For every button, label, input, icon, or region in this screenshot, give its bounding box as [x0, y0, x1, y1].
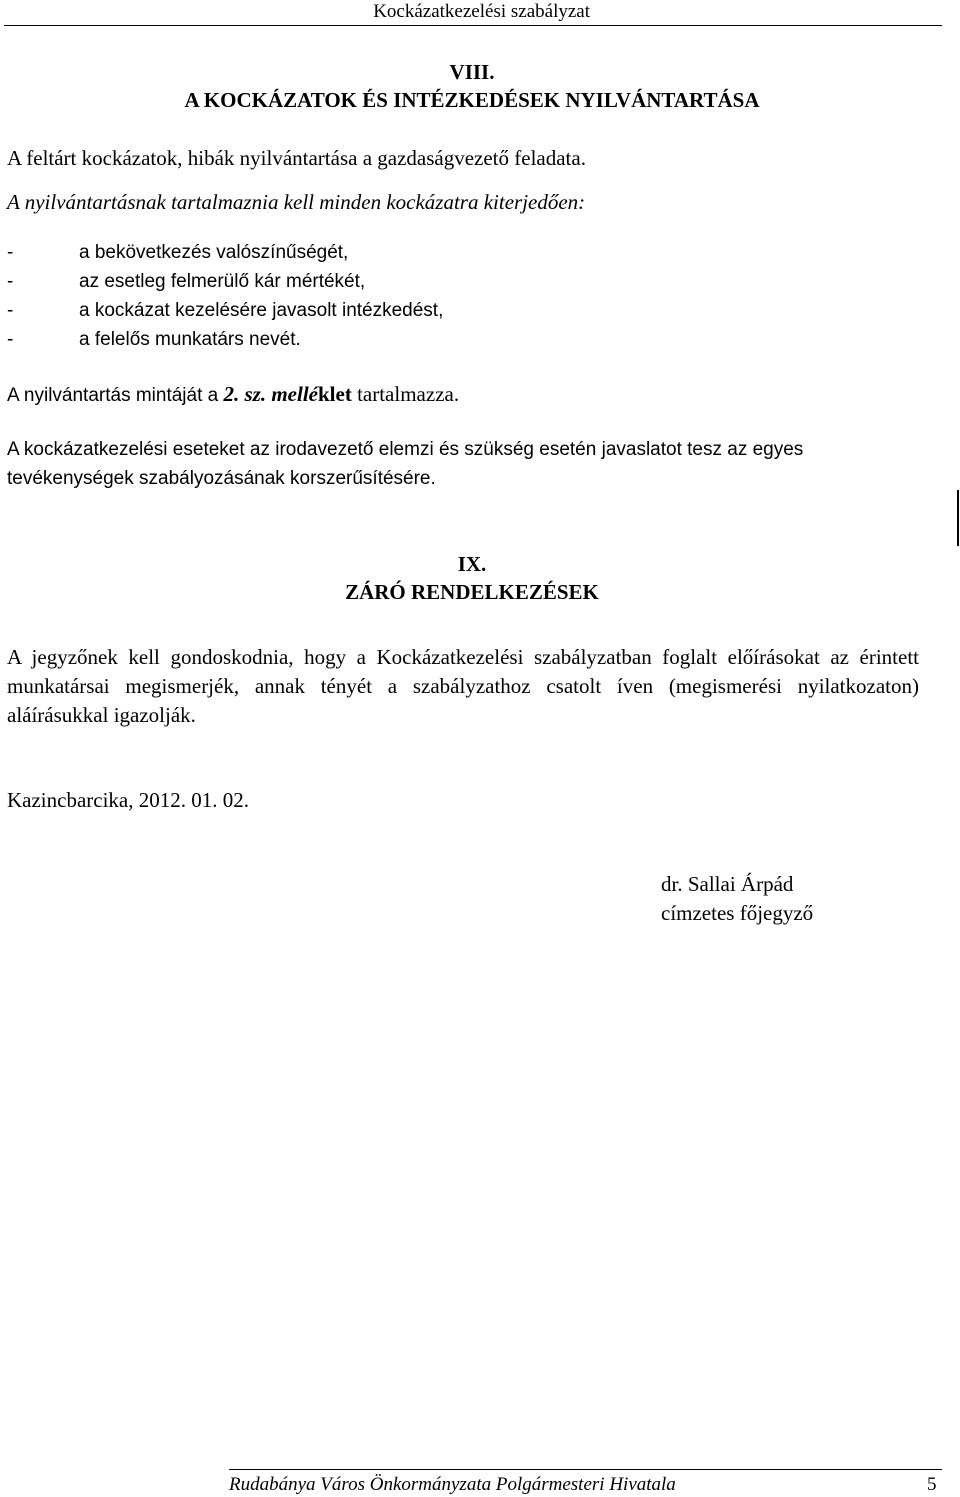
- list-item: [7, 325, 443, 354]
- list-dash: -: [7, 242, 14, 263]
- header-rule: [4, 25, 942, 26]
- list-item-text: a kockázat kezelésére javasolt intézkedést,: [79, 300, 444, 321]
- list-dash: -: [7, 271, 14, 292]
- signatory-title: címzetes főjegyző: [661, 901, 814, 925]
- section-title: A KOCKÁZATOK ÉS INTÉZKEDÉSEK NYILVÁNTARTÁSA: [184, 88, 760, 112]
- footer-text: Rudabánya Város Önkormányzata Polgármesteri Hivatala: [229, 1474, 676, 1495]
- paragraph-annex-reference: [7, 380, 919, 410]
- page-number: 5: [927, 1474, 937, 1495]
- paragraph: A kockázatkezelési eseteket az irodavezető elemzi és szükség esetén javaslatot tesz az egyes tevékenységek szabályozásának korszerűsítésére.: [7, 439, 804, 489]
- revision-bar: [957, 490, 959, 546]
- section-number: VIII.: [449, 60, 495, 84]
- annex-text-d: tartalmazza.: [351, 382, 460, 406]
- paragraph-intro: A nyilvántartásnak tartalmaznia kell minden kockázatra kiterjedően:: [7, 190, 586, 214]
- signatory-name: dr. Sallai Árpád: [661, 872, 794, 896]
- bullet-list: [7, 238, 443, 354]
- paragraph: A feltárt kockázatok, hibák nyilvántartása a gazdaságvezető feladata.: [7, 146, 586, 170]
- list-dash: -: [7, 300, 14, 321]
- footer-rule: [229, 1469, 942, 1470]
- annex-text-a: A nyilvántartás mintáját a: [7, 385, 224, 406]
- list-dash: -: [7, 329, 14, 350]
- header-title: Kockázatkezelési szabályzat: [373, 1, 590, 22]
- list-item: [7, 296, 443, 325]
- section-title: ZÁRÓ RENDELKEZÉSEK: [345, 580, 599, 604]
- list-item: [7, 267, 443, 296]
- place-date: Kazincbarcika, 2012. 01. 02.: [7, 788, 250, 812]
- paragraph: A jegyzőnek kell gondoskodnia, hogy a Kockázatkezelési szabályzatban foglalt előírásokat az érintett munkatársai megismerjék, annak tényét a szabályzathoz csatolt íven (megismerési nyilatkozaton) aláírásukkal igazolják.: [7, 645, 919, 727]
- list-item-text: az esetleg felmerülő kár mértékét,: [79, 271, 366, 292]
- list-item-text: a bekövetkezés valószínűségét,: [79, 242, 349, 263]
- section-number: IX.: [457, 552, 487, 576]
- annex-number: 2. sz. mellé: [223, 382, 318, 406]
- annex-word-end: klet: [318, 382, 352, 406]
- list-item-text: a felelős munkatárs nevét.: [79, 329, 301, 350]
- list-item: [7, 238, 443, 267]
